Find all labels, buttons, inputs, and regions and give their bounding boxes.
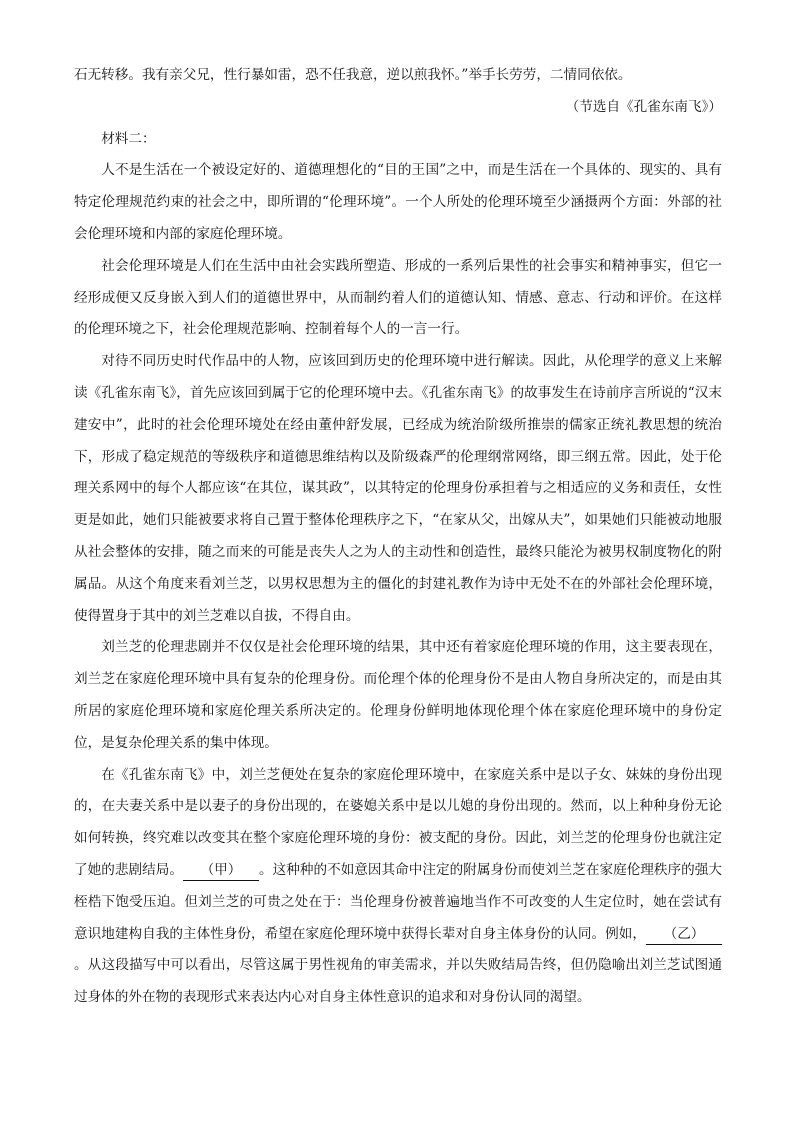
blank-yi: （乙） — [646, 924, 722, 945]
paragraph-ethical-environment: 人不是生活在一个被设定好的、道德理想化的“目的王国”之中，而是生活在一个具体的、现实的、具有特定伦理规范约束的社会之中，即所谓的“伦理环境”。一个人所处的伦理环境至少涵摄两个方面：外部的社会伦理环境和内部的家庭伦理环境。 — [74, 162, 722, 242]
blank-jia: （甲） — [183, 860, 259, 881]
paragraph-family-environment: 刘兰芝的伦理悲剧并不仅仅是社会伦理环境的结果，其中还有着家庭伦理环境的作用，这主要表现在，刘兰芝在家庭伦理环境中具有复杂的伦理身份。而伦理个体的伦理身份不是由人物自身所决定的，而是由其所居的家庭伦理环境和家庭伦理关系所决定的。伦理身份鲜明地体现伦理个体在家庭伦理环境中的身份定位，是复杂伦理关系的集中体现。 — [74, 639, 722, 751]
material-heading: 材料二： — [101, 130, 156, 147]
paragraph-text-part3: 。从这段描写中可以看出，尽管这属于男性视角的审美需求，并以失败结局告终，但仍隐喻出刘兰芝试图通过身体的外在物的表现形式来表达内心对自身主体性意识的追求和对身份认同的渴望。 — [74, 957, 722, 1006]
source-citation: （节选自《孔雀东南飞》） — [565, 98, 722, 115]
poem-excerpt-line: 石无转移。我有亲父兄，性行暴如雷，恐不任我意，逆以煎我怀。”举手长劳劳，二情同依依。 — [74, 67, 632, 83]
paragraph-liu-lanzhi-identity — [74, 760, 722, 1014]
article-body — [74, 60, 722, 1014]
paragraph-text-part1: 在《孔雀东南飞》中，刘兰芝便处在复杂的家庭伦理环境中，在家庭关系中是以子女、妹妹的身份出现的，在夫妻关系中是以妻子的身份出现的，在婆媳关系中是以儿媳的身份出现的。然而，以上种种身份无论如何转换，终究难以改变其在整个家庭伦理环境的身份：被支配的身份。因此，刘兰芝的伦理身份也就注定了她的悲剧结局。 — [74, 766, 722, 878]
paragraph-historical-reading: 对待不同历史时代作品中的人物，应该回到历史的伦理环境中进行解读。因此，从伦理学的意义上来解读《孔雀东南飞》，首先应该回到属于它的伦理环境中去。《孔雀东南飞》的故事发生在诗前序言所说的“汉末建安中”，此时的社会伦理环境处在经由董仲舒发展，已经成为统治阶级所推崇的儒家正统礼教思想的统治下，形成了稳定规范的等级秩序和道德思维结构以及阶级森严的伦理纲常网络，即三纲五常。因此，处于伦理关系网中的每个人都应该“在其位，谋其政”，以其特定的伦理身份承担着与之相适应的义务和责任，女性更是如此，她们只能被要求将自己置于整体伦理秩序之下，“在家从父，出嫁从夫”，如果她们只能被动地服从社会整体的安排，随之而来的可能是丧失人之为人的主动性和创造性，最终只能沦为被男权制度物化的附属品。从这个角度来看刘兰芝，以男权思想为主的僵化的封建礼教作为诗中无处不在的外部社会伦理环境，使得置身于其中的刘兰芝难以自拔，不得自由。 — [74, 353, 722, 624]
paragraph-text-part2: 。这种种的不如意因其命中注定的附属身份而使刘兰芝在家庭伦理秩序的强大桎梏下饱受压迫。但刘兰芝的可贵之处在于：当伦理身份被普遍地当作不可改变的人生定位时，她在尝试有意识地建构自我的主体性身份，希望在家庭伦理环境中获得长辈对自身主体身份的认同。例如， — [74, 861, 722, 942]
paragraph-social-environment: 社会伦理环境是人们在生活中由社会实践所塑造、形成的一系列后果性的社会事实和精神事实，但它一经形成便又反身嵌入到人们的道德世界中，从而制约着人们的道德认知、情感、意志、行动和评价。在这样的伦理环境之下，社会伦理规范影响、控制着每个人的一言一行。 — [74, 257, 722, 338]
